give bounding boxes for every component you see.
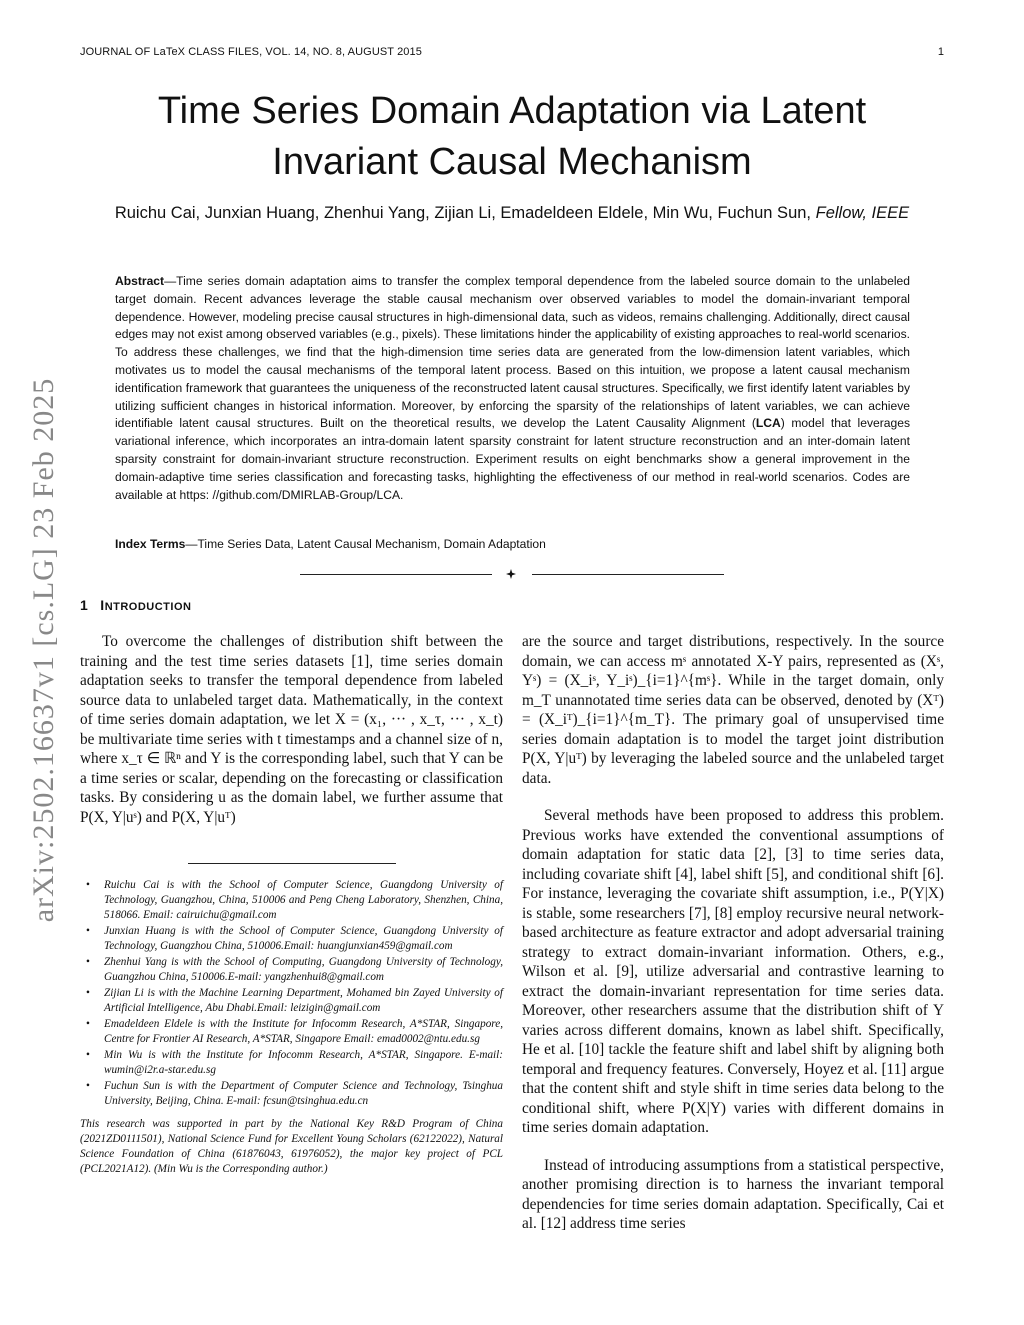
left-column [80, 632, 503, 845]
footnote-item: • Fuchun Sun is with the Department of Computer Science and Technology, Tsinghua University, Beijing, China. E-mail: fcsun@tsinghua.edu.cn [80, 1079, 503, 1109]
index-terms-text: —Time Series Data, Latent Causal Mechanism, Domain Adaptation [185, 537, 546, 551]
funding-note: This research was supported in part by the National Key R&D Program of China (2021ZD0111501), National Science Fund for Excellent Young Scholars (62122022), Natural Science Foundation of China (61876043, 61976052), the major key project of PCL (PCL2021A12). (Min Wu is the Corresponding author.) [80, 1118, 503, 1175]
arxiv-stamp-text: arXiv:2502.16637v1 [cs.LG] 23 Feb 2025 [27, 377, 60, 923]
author-fellow: Fellow, IEEE [815, 204, 910, 222]
section-title-initial: I [100, 597, 105, 613]
section-heading [80, 597, 191, 613]
intro-paragraph-1: To overcome the challenges of distribution shift between the training and the test time series datasets [1], time series domain adaptation seeks to transfer the temporal dependence from labeled source data to unlabeled target data. Mathematically, in the context of time series domain adaptation, we let X = (x₁, ··· , x_τ, ··· , x_t) be multivariate time series with t timestamps and a channel size of n, where x_τ ∈ ℝⁿ and Y is the corresponding label, such that Y can be a time series or scalar, depending on the forecasting or classification tasks. By considering u as the domain label, we further assume that P(X, Y|uˢ) and P(X, Y|uᵀ) [80, 633, 503, 826]
page-number: 1 [937, 46, 944, 58]
diamond-ornament-icon [506, 569, 516, 579]
abstract [115, 273, 910, 504]
footnote-item: • Emadeldeen Eldele is with the Institute for Infocomm Research, A*STAR, Singapore, Centre for Frontier AI Research, A*STAR, Singapore Email: emad0002@ntu.edu.sg [80, 1017, 503, 1047]
footnote-item: • Junxian Huang is with the School of Computer Science, Guangdong University of Technology, Guangzhou China, 510006.Email: huangjunxian459@gmail.com [80, 924, 503, 954]
footnote-item: • Ruichu Cai is with the School of Computer Science, Guangdong University of Technology, Guangzhou, China, 510006 and Peng Cheng Laboratory, Shenzhen, China, 518066. Email: cairuichu@gmail.com [80, 878, 503, 923]
section-title-rest: NTRODUCTION [104, 601, 192, 613]
separator-line-right [532, 574, 724, 575]
author-footnotes [80, 878, 503, 1177]
intro-paragraph-3: Several methods have been proposed to address this problem. Previous works have extended the conventional assumptions of domain adaptation for static data [2], [3] to time series data, including covariate shift [4], label shift [5], and conditional shift [6]. For instance, leveraging the covariate shift assumption, i.e., P(Y|X) is stable, some researchers [7], [8] employ recursive neural network-based architecture as feature extractor and adopt adversarial training strategy to extract domain-invariant information. Others, e.g., Wilson et al. [9], utilize adversarial and contrastive learning to extract the domain-invariant representation for time series data. Moreover, other researchers assume that the distribution shift of Y varies across different domains, known as label shift. Specifically, He et al. [10] tackle the feature shift and label shift by aligning both temporal and frequency features. Conversely, Hoyez et al. [11] argue that the content shift and style shift in time series data belong to the conditional shift, where P(X|Y) varies with different domains in time series domain adaptation. [522, 807, 944, 1136]
intro-paragraph-2: are the source and target distributions, respectively. In the source domain, we can access mˢ annotated X-Y pairs, represented as (Xˢ, Yˢ) = (X_iˢ, Y_iˢ)_{i=1}^{mˢ}. While in the target domain, only m_T unannotated time series data can be observed, denoted by (Xᵀ) = (X_iᵀ)_{i=1}^{m_T}. The primary goal of unsupervised time series domain adaptation is to model the target joint distribution P(X, Y|uᵀ) by leveraging the labeled source and the unlabeled target data. [522, 633, 944, 787]
index-terms-label: Index Terms [115, 537, 186, 551]
right-column [522, 632, 944, 1252]
abstract-model-name: LCA [755, 416, 781, 431]
section-separator [300, 567, 724, 581]
footnote-list [80, 878, 503, 1109]
footnote-item: • Zhenhui Yang is with the School of Computing, Guangdong University of Technology, Guangzhou China, 510006.E-mail: yangzhenhui8@gmail.com [80, 955, 503, 985]
author-names: Ruichu Cai, Junxian Huang, Zhenhui Yang, Zijian Li, Emadeldeen Eldele, Min Wu, Fuchun Sun, [114, 204, 812, 222]
abstract-text-1: —Time series domain adaptation aims to transfer the complex temporal dependence from the labeled source domain to the unlabeled target domain. Recent advances leverage the stable causal mechanism over observed variables to model the domain-invariant temporal dependence. However, modeling precise causal structures in high-dimensional data, such as videos, remains challenging. Additionally, direct causal edges may not exist among observed variables (e.g., pixels). These limitations hinder the applicability of existing approaches to real-world scenarios. To address these challenges, we find that the high-dimension time series data are generated from the low-dimension latent variables, which motivates us to model the causal mechanisms of the temporal latent process. Based on this intuition, we propose a latent causal mechanism identification framework that guarantees the uniqueness of the reconstructed latent causal structures. Specifically, we first identify latent variables by utilizing sufficient changes in historical information. Moreover, by enforcing the sparsity of the relationships of latent variables, we can achieve identifiable latent causal structures. Built on the theoretical results, we develop the Latent Causality Alignment ( [115, 274, 911, 431]
paper-title: Time Series Domain Adaptation via Latent Invariant Causal Mechanism [157, 90, 867, 184]
running-head: JOURNAL OF LaTeX CLASS FILES, VOL. 14, NO. 8, AUGUST 2015 [80, 46, 422, 58]
abstract-label: Abstract [115, 274, 165, 288]
separator-line-left [300, 574, 492, 575]
footnote-rule [188, 863, 396, 864]
section-number: 1 [80, 597, 89, 613]
abstract-text-2: ) model that leverages variational inference, which incorporates an intra-domain latent sparsity constraint for latent structure reconstruction and an inter-domain latent sparsity constraint for domain-invariant structure reconstruction. Experiment results on eight benchmarks show a general improvement in the domain-adaptive time series classification and forecasting tasks, highlighting the effectiveness of our method in real-world scenarios. Codes are available at https: //github.com/DMIRLAB-Group/LCA. [115, 416, 910, 502]
index-terms [115, 535, 910, 553]
intro-paragraph-4: Instead of introducing assumptions from a statistical perspective, another promising direction is to harness the invariant temporal dependencies for time series domain adaptation. Specifically, Cai et al. [12] address time series [522, 1156, 944, 1232]
author-list [80, 202, 944, 225]
footnote-item: • Min Wu is with the Institute for Infocomm Research, A*STAR, Singapore. E-mail: wumin@i2r.a-star.edu.sg [80, 1048, 503, 1078]
footnote-item: • Zijian Li is with the Machine Learning Department, Mohamed bin Zayed University of Artificial Intelligence, Abu Dhabi.Email: leizigin@gmail.com [80, 986, 503, 1016]
